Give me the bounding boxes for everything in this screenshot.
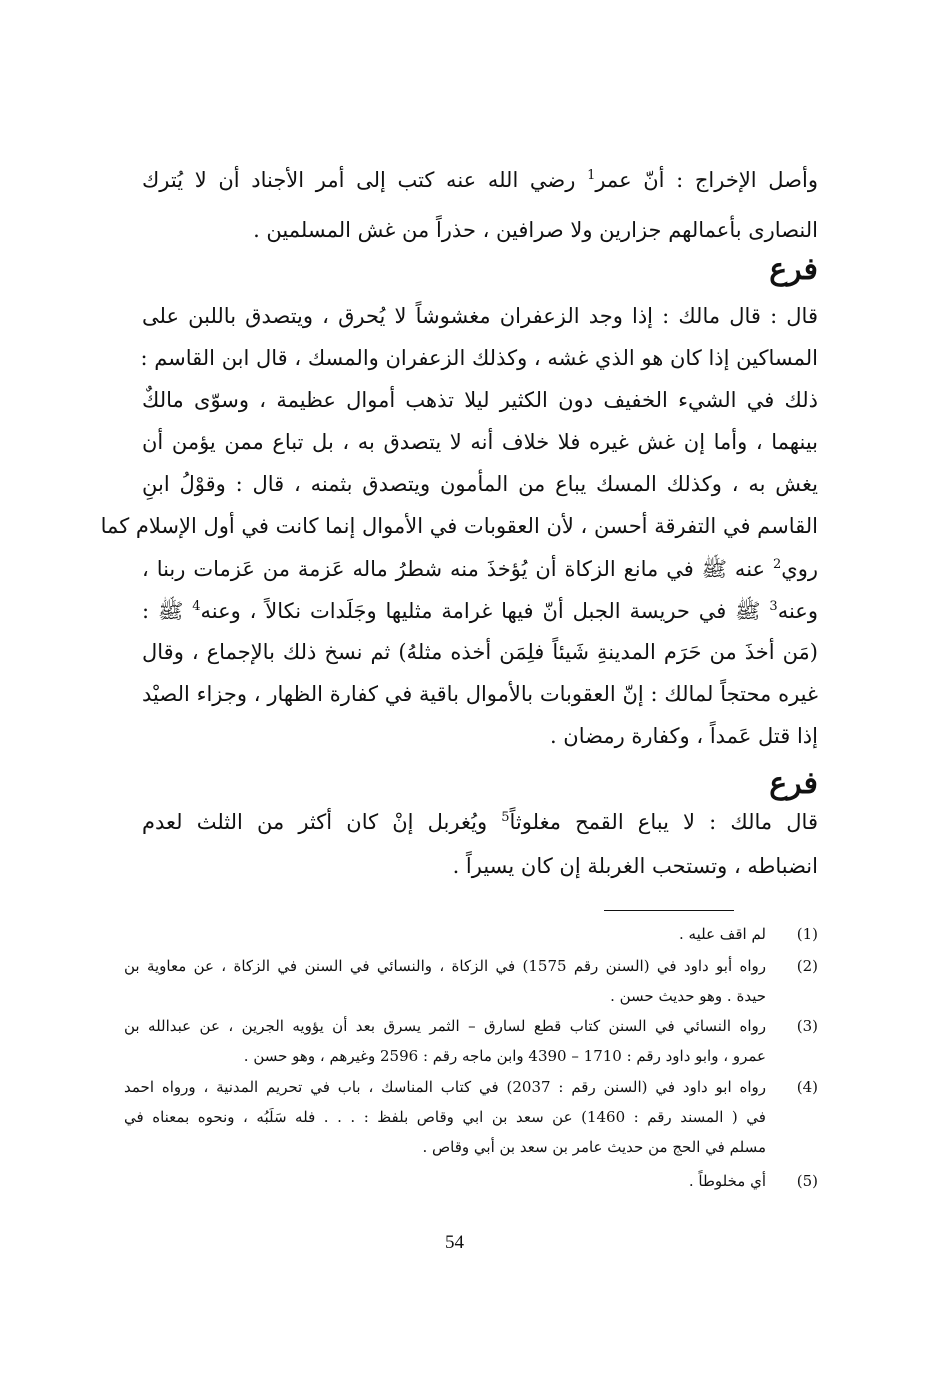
text-span: ﷺ في حريسة الجبل أنّ فيها غرامة مثليها وجَلَدات نكالاً ، وعنه xyxy=(200,599,761,623)
text-span: وعنه xyxy=(777,599,818,623)
footnote-number: (1) xyxy=(796,925,818,943)
footnote-line: في ( المسند رقم : 1460) عن سعد بن ابي وقاص بلفظ : . . . فله سَلَبُه ، ونحوه بمعناه في xyxy=(124,1108,766,1126)
paragraph-line xyxy=(142,598,818,629)
paragraph-line: القاسم في التفرقة أحسن ، لأن العقوبات في الأموال إنما كانت في أول الإسلام كما xyxy=(100,514,818,538)
paragraph-line: إذا قتل عَمداً ، وكفارة رمضان . xyxy=(549,724,818,748)
text-span: قال مالك : لا يباع القمح مغلوثاً xyxy=(509,810,818,834)
paragraph-line: يغش به ، وكذلك المسك يباع من المأمون ويتصدق بثمنه ، قال : وقوْلُ ابنِ xyxy=(142,472,818,496)
paragraph-line: المساكين إذا كان هو الذي غشه ، وكذلك الزعفران والمسك ، قال ابن القاسم : xyxy=(140,346,818,370)
footnote-line: رواه أبو داود في (السنن رقم 1575) في الزكاة ، والنسائي في السنن في الزكاة ، عن معاوية بن xyxy=(124,957,766,975)
text-span: ويُغربل إنْ كان أكثر من الثلث لعدم xyxy=(142,810,488,834)
paragraph-line: انضباطه ، وتستحب الغربلة إن كان يسيراً . xyxy=(452,854,818,878)
text-span: عنه ﷺ في مانع الزكاة أن يُؤخذَ منه شطرُ ماله عَزمة من عَزمات ربنا ، xyxy=(142,557,766,581)
footnote-line: مسلم في الحج من حديث عامر بن سعد بن أبي وقاص . xyxy=(422,1138,766,1156)
paragraph-line xyxy=(142,556,818,587)
footnote-ref-4[interactable]: 4 xyxy=(192,599,201,614)
footnote-line: عمرو ، وابو داود رقم : 1710 – 4390 وابن ماجه رقم : 2596 وغيرهم ، وهو حسن . xyxy=(243,1047,766,1065)
paragraph-line: (مَن أخذَ من حَرَم المدينةِ شَيئاً فلِمَن أخذه مثلهُ) ثم نسخ ذلك بالإجماع ، وقال xyxy=(142,640,818,664)
section-heading: فرع xyxy=(769,766,818,801)
footnote-number: (3) xyxy=(796,1017,818,1035)
page-number: 54 xyxy=(445,1232,464,1253)
footnote-ref-1[interactable]: 1 xyxy=(587,168,596,183)
paragraph-line xyxy=(142,218,818,242)
footnote-number: (5) xyxy=(796,1172,818,1190)
paragraph-line: قال : قال مالك : إذا وجد الزعفران مغشوشاً لا يُحرق ، ويتصدق باللبن على xyxy=(142,304,818,328)
footnote-line: لم اقف عليه . xyxy=(679,925,766,943)
text-span: روي xyxy=(781,557,818,581)
footnote-ref-3[interactable]: 3 xyxy=(769,599,778,614)
footnote-line: أي مخلوطاً . xyxy=(688,1172,766,1190)
paragraph-line xyxy=(142,810,818,834)
footnote-ref-5[interactable]: 5 xyxy=(501,810,510,825)
text-span: رضي الله عنه كتب إلى أمر الأجناد أن لا يُترك xyxy=(142,168,576,192)
footnote-line: حيدة . وهو حديث حسن . xyxy=(610,987,766,1005)
paragraph-line xyxy=(142,168,818,192)
section-heading: فرع xyxy=(769,252,818,287)
footnote-ref-2[interactable]: 2 xyxy=(772,557,782,572)
footnote-number: (4) xyxy=(796,1078,818,1096)
paragraph-line: بينهما ، وأما إن غش غيره فلا خلاف أنه لا يتصدق به ، بل تباع ممن يؤمن أن xyxy=(142,430,818,454)
text-span: النصارى بأعمالهم جزارين ولا صرافين ، حذراً من غش المسلمين . xyxy=(253,218,818,242)
footnote-line: رواه النسائي في السنن كتاب قطع لسارق – الثمر يسرق بعد أن يؤويه الجرين ، عن عبدالله بن xyxy=(124,1017,766,1035)
paragraph-line: ذلك في الشيء الخفيف دون الكثير ليلا تذهب أموال عظيمة ، وسوّى مالكٌ xyxy=(142,388,818,412)
paragraph-line: غيره محتجاً لمالك : إنّ العقوبات بالأموال باقية في كفارة الظهار ، وجزاء الصيْد xyxy=(142,682,818,706)
text-span: وأصل الإخراج : أنّ عمر xyxy=(595,168,818,192)
footnote-line: رواه ابو داود في (السنن رقم : 2037) في كتاب المناسك ، باب في تحريم المدنية ، ورواه احمد xyxy=(124,1078,766,1096)
text-span: ﷺ : xyxy=(142,599,184,623)
footnote-separator xyxy=(604,910,734,911)
footnote-number: (2) xyxy=(796,957,818,975)
